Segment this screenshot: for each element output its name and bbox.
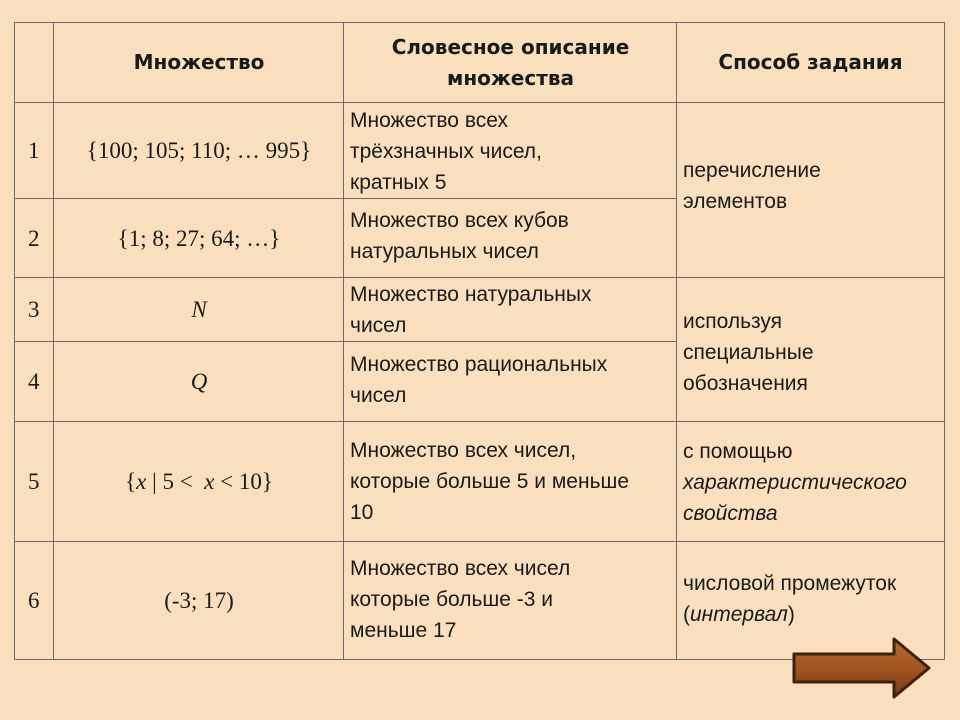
right-arrow-icon [790,636,932,700]
row-1-number: 1 [28,138,40,163]
row-6-set: (-3; 17) [164,588,234,613]
row-3-set: N [191,297,207,322]
row-4-description: Множество рациональных чисел [350,353,608,407]
next-slide-button[interactable] [790,636,932,700]
header-method-label: Способ задания [718,50,903,74]
method-interval: числовой промежуток (интервал) [683,572,897,626]
header-description [344,22,677,103]
grid-line [14,102,945,103]
row-4-set: Q [190,369,208,394]
header-set-label: Множество [133,50,265,74]
row-2-set: {1; 8; 27; 64; …} [117,225,281,251]
grid-line [14,421,945,422]
header-description-line1: Словесное описание [391,34,630,59]
grid-line [676,22,677,660]
grid-line [343,22,344,660]
row-3-number: 3 [28,297,40,322]
row-5-number: 5 [28,469,40,494]
grid-line [53,22,54,660]
grid-line [944,22,945,660]
row-1-description: Множество всех трёхзначных чисел, кратных 5 [350,109,542,194]
method-enumeration: перечисление элементов [683,158,821,213]
grid-line [14,541,945,542]
grid-line [14,198,677,199]
method-characteristic-property: с помощью характеристического свойства [683,440,907,525]
row-6-description: Множество всех чисел которые больше -3 и меньше 17 [350,557,571,642]
row-3-description: Множество натуральных чисел [350,283,592,337]
grid-line [14,22,15,660]
header-description-line2: множества [447,65,574,90]
header-set [54,22,344,103]
grid-line [14,22,945,23]
grid-line [14,341,677,342]
method-special-notation: используя специальные обозначения [683,309,814,395]
row-5-description: Множество всех чисел, которые больше 5 и меньше 10 [350,439,630,524]
row-1-set: {100; 105; 110; … 995} [86,138,312,163]
grid-line [14,277,945,278]
row-2-description: Множество всех кубов натуральных чисел [350,209,569,263]
header-method [677,22,944,103]
row-6-number: 6 [28,588,40,613]
row-4-number: 4 [28,369,40,394]
row-2-number: 2 [28,225,40,251]
row-5-set: { x | 5 < x < 10} [125,469,273,494]
